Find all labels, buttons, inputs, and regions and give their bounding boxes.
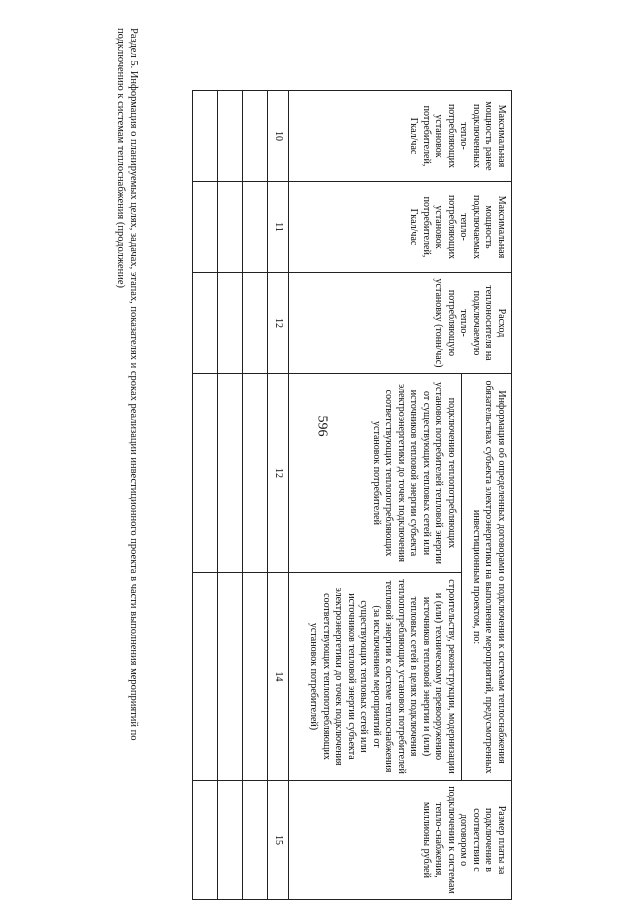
header-group: Информация об определенных договорами о подключении к системам теплоснабжения обязательствах субъекта электроэнергетики на выполнение мероприятий, предусмотренных инвестиционным проектом, по:	[461, 374, 511, 781]
header-col-11: Максимальная мощность подключаемых тепло-потребляющих установок потребителей, Гкал/час	[289, 182, 512, 273]
empty-cell	[243, 781, 268, 900]
empty-cell	[243, 91, 268, 182]
header-col-14: строительству, реконструкции, модернизации и (или) техническому перевооружению источников тепловой энергии и (или) тепловых сетей в целях подключения теплопотребляющих установок потребителей тепловой энергии к системе теплоснабжения (за исключением мероприятий от существующих тепловых сетей или источников тепловой энергии субъекта электроэнергетики до точек подключения соответствующих теплопотребляющих установок потребителей)	[289, 573, 462, 781]
empty-row	[193, 91, 218, 900]
column-number: 10	[268, 91, 289, 182]
caption-line-2: подключению к системам теплоснабжения (продолжение)	[115, 28, 126, 289]
empty-cell	[243, 374, 268, 573]
empty-row	[243, 91, 268, 900]
empty-cell	[193, 182, 218, 273]
empty-cell	[218, 781, 243, 900]
empty-cell	[193, 374, 218, 573]
empty-cell	[193, 781, 218, 900]
empty-cell	[218, 573, 243, 781]
empty-cell	[218, 273, 243, 374]
header-col-12: Расход теплоносителя на подключаемую тепло-потребляющую установку (тонн/час)	[289, 273, 512, 374]
empty-cell	[193, 273, 218, 374]
empty-cell	[243, 573, 268, 781]
page-number: 596	[314, 415, 330, 437]
header-col-10: Максимальная мощность ранее подключенных тепло-потребляющих установок потребителей, Гкал/час	[289, 91, 512, 182]
column-number: 12	[268, 273, 289, 374]
empty-cell	[243, 182, 268, 273]
column-number-row	[268, 91, 289, 900]
empty-row	[218, 91, 243, 900]
empty-cell	[218, 182, 243, 273]
empty-cell	[218, 374, 243, 573]
header-col-13: подключению теплопотребляющих установок потребителей тепловой энергии от существующих тепловых сетей или источников тепловой энергии субъекта электроэнергетики до точек подключения соответствующих теплопотребляющих установок потребителей	[289, 374, 462, 573]
section-caption	[114, 28, 140, 868]
column-number: 15	[268, 781, 289, 900]
caption-line-1: Раздел 5. Информация о планируемых целях, задачах, этапах, показателях и сроках реализации инвестиционного проекта в части выполнения мероприятий по	[128, 28, 139, 741]
empty-cell	[243, 273, 268, 374]
connection-obligations-table	[192, 90, 512, 900]
empty-cell	[193, 91, 218, 182]
empty-cell	[218, 91, 243, 182]
empty-cell	[193, 573, 218, 781]
header-col-15: Размер платы за подключение в соответствии с договором о подключении к системам тепло-снабжения, миллионы рублей	[289, 781, 512, 900]
header-row-1	[461, 91, 511, 900]
column-number: 14	[268, 573, 289, 781]
column-number: 11	[268, 182, 289, 273]
column-number: 12	[268, 374, 289, 573]
